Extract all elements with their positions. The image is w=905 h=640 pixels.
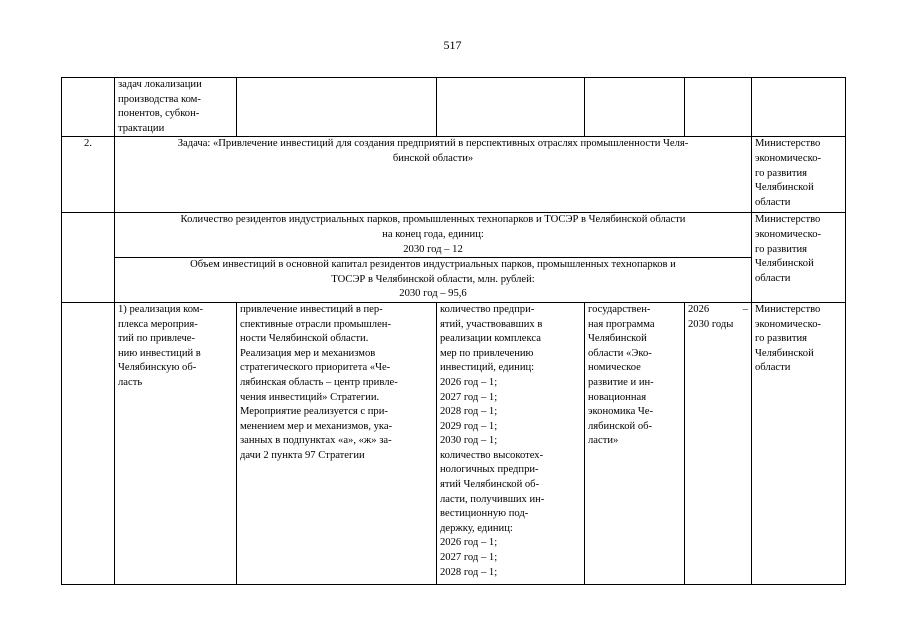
text-line: экономика Че- bbox=[588, 406, 654, 418]
text-line: дачи 2 пункта 97 Стратегии bbox=[240, 449, 365, 461]
text-line: чения инвестиций» Стратегии. bbox=[240, 391, 380, 403]
cell-task-number: 2. bbox=[62, 137, 115, 213]
text-line: Министерство bbox=[755, 303, 821, 315]
text-line: 2030 годы bbox=[688, 318, 734, 330]
text-line: бинской области» bbox=[392, 152, 474, 164]
text-line: лябинской об- bbox=[588, 420, 653, 432]
text-line: ятий, участвовавших в bbox=[440, 318, 543, 330]
text-line: 2026 год – 1; bbox=[440, 537, 498, 549]
cell-measure-content bbox=[237, 302, 437, 584]
cell-empty bbox=[685, 78, 752, 137]
text-line: 2027 год – 1; bbox=[440, 391, 498, 403]
text-line: менением мер и механизмов, ука- bbox=[240, 420, 393, 432]
text-line: занных в подпунктах «а», «ж» за- bbox=[240, 435, 392, 447]
cell-indicators bbox=[115, 213, 752, 303]
text-line: нологичных предпри- bbox=[440, 464, 539, 476]
table-row-measure bbox=[62, 302, 846, 584]
text-line: нию инвестиций в bbox=[118, 347, 201, 359]
cell-empty bbox=[585, 78, 685, 137]
cell-number-empty bbox=[62, 78, 115, 137]
text-line: мер по привлечению bbox=[440, 347, 534, 359]
text-line: экономическо- bbox=[755, 152, 822, 164]
text-line: Челябинской bbox=[755, 182, 814, 194]
text-line: 2026 – bbox=[688, 303, 748, 315]
indicator-block-2 bbox=[115, 258, 751, 302]
text-line: Объем инвестиций в основной капитал резидентов индустриальных парков, промышленных технопарков и bbox=[190, 259, 676, 271]
text-line: Министерство bbox=[755, 214, 821, 226]
cell-measure-name bbox=[115, 302, 237, 584]
text-line: Челябинской bbox=[755, 258, 814, 270]
text-line: стратегического приоритета «Че- bbox=[240, 362, 391, 374]
text-line: области bbox=[755, 362, 791, 374]
text-line: плекса мероприя- bbox=[118, 318, 198, 330]
text-line: ятий Челябинской об- bbox=[440, 479, 540, 491]
text-line: Задача: «Привлечение инвестиций для создания предприятий в перспективных отраслях промышленности Челя- bbox=[177, 138, 689, 150]
text-line: области bbox=[755, 196, 791, 208]
text-line: инвестиций, единиц: bbox=[440, 362, 535, 374]
text-line: реализации комплекса bbox=[440, 333, 541, 345]
cell-empty bbox=[437, 78, 585, 137]
text-line: новационная bbox=[588, 391, 647, 403]
text-line: задач локализации bbox=[118, 79, 202, 90]
cell-responsible bbox=[752, 302, 846, 584]
text-line: ТОСЭР в Челябинской области, млн. рублей: bbox=[331, 273, 535, 285]
text-line: го развития bbox=[755, 243, 808, 255]
text-line: Челябинской bbox=[755, 347, 814, 359]
measures-table bbox=[61, 77, 846, 585]
text-line: 2030 год – 1; bbox=[440, 435, 498, 447]
cell-empty bbox=[62, 213, 115, 303]
text-line: понентов, субкон- bbox=[118, 108, 200, 120]
text-line: трактации bbox=[118, 122, 165, 134]
cell-program bbox=[585, 302, 685, 584]
cell-measure-continued bbox=[115, 78, 237, 137]
text-line: ласти, получивших ин- bbox=[440, 493, 545, 505]
text-line: лябинская область – центр привле- bbox=[240, 376, 398, 388]
text-line: Количество резидентов индустриальных парков, промышленных технопарков и ТОСЭР в Челябинской области bbox=[180, 214, 686, 226]
text-line: государствен- bbox=[588, 303, 651, 315]
text-line: экономическо- bbox=[755, 318, 822, 330]
text-line: ласти» bbox=[588, 435, 619, 447]
page-number: 517 bbox=[443, 38, 462, 52]
text-line: области bbox=[755, 272, 791, 284]
table-row-continued bbox=[62, 78, 846, 137]
cell-task-title bbox=[115, 137, 752, 213]
text-line: Челябинской bbox=[588, 333, 647, 345]
indicator-block-1 bbox=[115, 213, 751, 258]
text-line: 2028 год – 1; bbox=[440, 566, 498, 578]
text-line: Челябинскую об- bbox=[118, 362, 197, 374]
text-line: го развития bbox=[755, 167, 808, 179]
text-line: области «Эко- bbox=[588, 347, 652, 359]
text-line: 2029 год – 1; bbox=[440, 420, 498, 432]
cell-measure-result bbox=[437, 302, 585, 584]
cell-empty bbox=[237, 78, 437, 137]
text-line: 1) реализация ком- bbox=[118, 303, 204, 315]
text-line: тий по привлече- bbox=[118, 333, 196, 345]
cell-responsible bbox=[752, 137, 846, 213]
text-line: номическое bbox=[588, 362, 641, 374]
text-line: экономическо- bbox=[755, 228, 822, 240]
text-line: спективные отрасли промышлен- bbox=[240, 318, 391, 330]
text-line: 2027 год – 1; bbox=[440, 552, 498, 564]
text-line: развитие и ин- bbox=[588, 376, 654, 388]
table-row-indicators bbox=[62, 213, 846, 303]
text-line: 2028 год – 1; bbox=[440, 406, 498, 418]
text-line: ная программа bbox=[588, 318, 655, 330]
text-line: количество высокотех- bbox=[440, 449, 544, 461]
text-line: ласть bbox=[118, 376, 143, 388]
text-line: производства ком- bbox=[118, 93, 201, 105]
text-line: привлечение инвестиций в пер- bbox=[240, 303, 383, 315]
cell-responsible bbox=[752, 213, 846, 303]
cell-empty bbox=[752, 78, 846, 137]
text-line: на конец года, единиц: bbox=[382, 228, 484, 240]
text-line: ности Челябинской области. bbox=[240, 333, 369, 345]
cell-period bbox=[685, 302, 752, 584]
text-line: держку, единиц: bbox=[440, 522, 513, 534]
text-line: 2030 год – 95,6 bbox=[399, 288, 467, 300]
text-line: 2030 год – 12 bbox=[403, 243, 463, 255]
text-line: Министерство bbox=[755, 138, 821, 150]
text-line: Мероприятие реализуется с при- bbox=[240, 406, 388, 418]
text-line: Реализация мер и механизмов bbox=[240, 347, 376, 359]
text-line: 2026 год – 1; bbox=[440, 376, 498, 388]
table-row-task bbox=[62, 137, 846, 213]
lines-continued bbox=[118, 78, 233, 136]
cell-empty bbox=[62, 302, 115, 584]
text-line: вестиционную под- bbox=[440, 508, 529, 520]
text-line: го развития bbox=[755, 333, 808, 345]
text-line: количество предпри- bbox=[440, 303, 535, 315]
